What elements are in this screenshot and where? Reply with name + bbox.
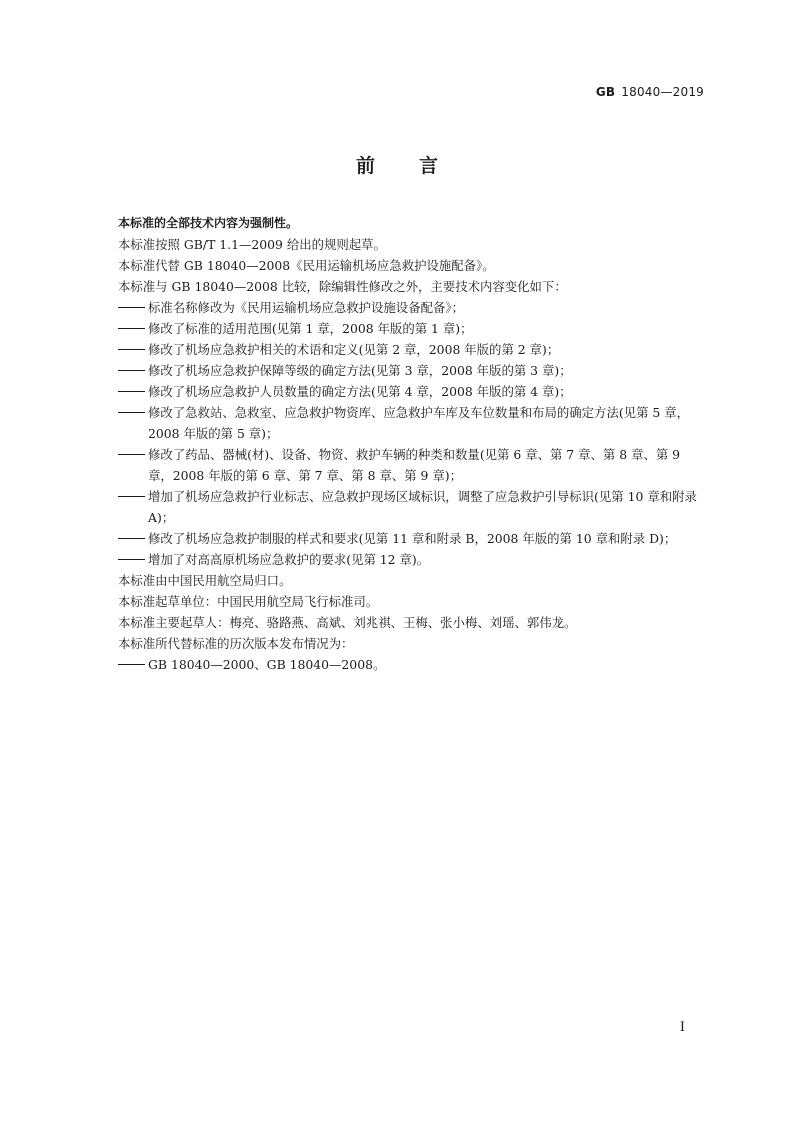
paragraph-replaces: 本标准代替 GB 18040—2008《民用运输机场应急救护设施配备》。 xyxy=(118,258,495,273)
dash-mark xyxy=(118,318,148,339)
page-number: I xyxy=(679,1020,685,1035)
change-item xyxy=(118,381,708,402)
paragraph-drafters: 本标准主要起草人：梅亮、骆路燕、高斌、刘兆祺、王梅、张小梅、刘瑶、郭伟龙。 xyxy=(118,615,577,630)
dash-mark xyxy=(118,486,148,507)
dash-mark xyxy=(118,402,148,423)
dash-mark xyxy=(118,360,148,381)
standard-prefix: GB xyxy=(595,85,616,99)
change-item xyxy=(118,402,708,444)
dash-mark xyxy=(118,549,148,570)
change-item-text: 修改了标准的适用范围(见第 1 章，2008 年版的第 1 章)； xyxy=(148,321,473,336)
paragraph-mandatory: 本标准的全部技术内容为强制性。 xyxy=(118,216,299,230)
dash-mark xyxy=(118,654,148,675)
change-item-text: 修改了药品、器械(材)、设备、物资、救护车辆的种类和数量(见第 6 章、第 7 章、第 8 章、第 9 章，2008 年版的第 6 章、第 7 章、第 8 章、第 9 章)； xyxy=(148,447,681,483)
change-item-text: 修改了机场应急救护保障等级的确定方法(见第 3 章，2008 年版的第 3 章)； xyxy=(148,363,572,378)
paragraph-changes-intro: 本标准与 GB 18040—2008 比较，除编辑性修改之外，主要技术内容变化如下： xyxy=(118,279,567,294)
document-body xyxy=(118,213,708,675)
change-item-text: 增加了机场应急救护行业标志、应急救护现场区域标识，调整了应急救护引导标识(见第 10 章和附录 A)； xyxy=(148,489,697,525)
dash-mark xyxy=(118,339,148,360)
change-item xyxy=(118,297,708,318)
dash-mark xyxy=(118,444,148,465)
change-item xyxy=(118,549,708,570)
paragraph-drafting-unit: 本标准起草单位：中国民用航空局飞行标准司。 xyxy=(118,594,379,609)
paragraph-history-intro: 本标准所代替标准的历次版本发布情况为： xyxy=(118,636,354,651)
change-item xyxy=(118,360,708,381)
dash-mark xyxy=(118,381,148,402)
dash-mark xyxy=(118,528,148,549)
paragraph-responsible-org: 本标准由中国民用航空局归口。 xyxy=(118,573,292,588)
change-item-text: 修改了急救站、急救室、应急救护物资库、应急救护车库及车位数量和布局的确定方法(见第 5 章，2008 年版的第 5 章)； xyxy=(148,405,690,441)
change-item-text: 修改了机场应急救护相关的术语和定义(见第 2 章，2008 年版的第 2 章)； xyxy=(148,342,560,357)
change-item-text: 修改了机场应急救护人员数量的确定方法(见第 4 章，2008 年版的第 4 章)； xyxy=(148,384,572,399)
dash-mark xyxy=(118,297,148,318)
change-item xyxy=(118,528,708,549)
paragraph-drafting-rules: 本标准按照 GB/T 1.1—2009 给出的规则起草。 xyxy=(118,237,386,252)
change-item xyxy=(118,318,708,339)
change-item-text: 修改了机场应急救护制服的样式和要求(见第 11 章和附录 B，2008 年版的第 10 章和附录 D)； xyxy=(148,531,677,546)
history-item-text: GB 18040—2000、GB 18040—2008。 xyxy=(148,657,386,672)
history-item xyxy=(118,654,708,675)
change-item-text: 增加了对高高原机场应急救护的要求(见第 12 章)。 xyxy=(148,552,430,567)
change-item-text: 标准名称修改为《民用运输机场应急救护设施设备配备》； xyxy=(148,300,464,315)
standard-number: 18040—2019 xyxy=(621,85,704,99)
standard-code xyxy=(596,85,704,99)
page-title: 前言 xyxy=(355,155,482,177)
change-item xyxy=(118,486,708,528)
change-item xyxy=(118,444,708,486)
change-item xyxy=(118,339,708,360)
